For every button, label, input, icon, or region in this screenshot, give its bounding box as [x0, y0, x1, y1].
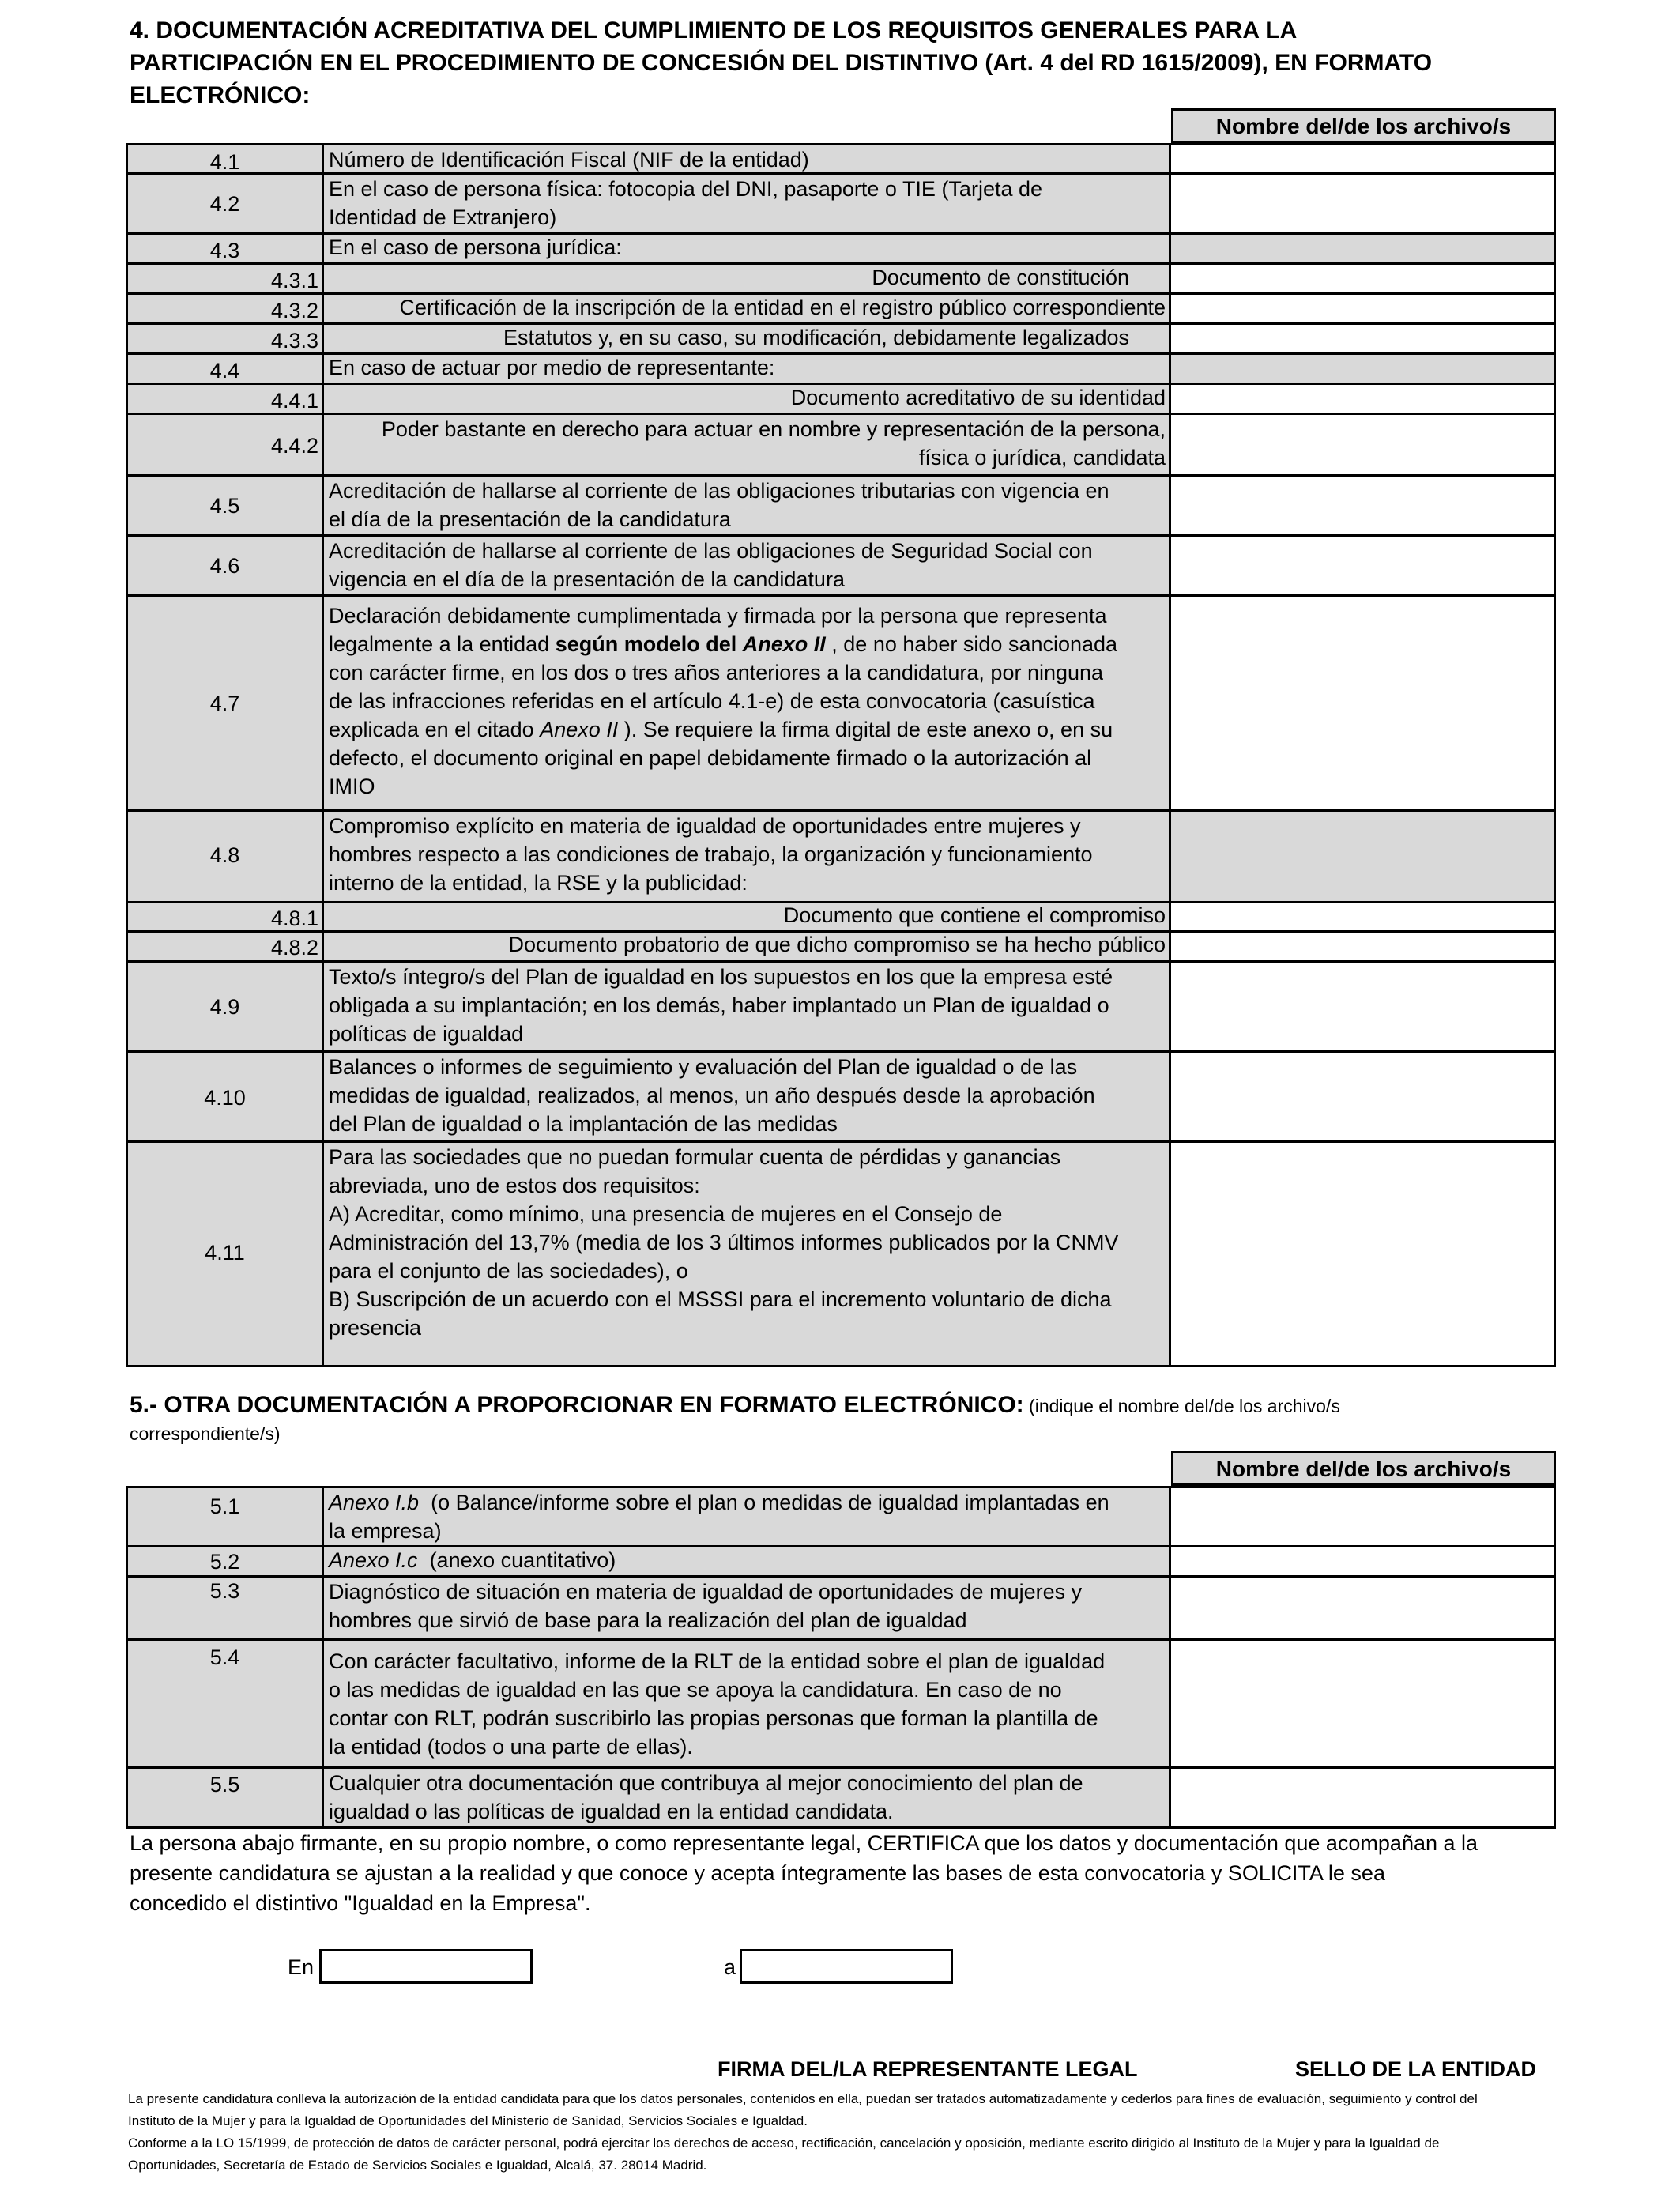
row-number: 4.11 [205, 1241, 245, 1265]
table-row [126, 355, 1556, 385]
row-description: Número de Identificación Fiscal (NIF de la entidad) [329, 148, 809, 172]
file-name-field[interactable] [1171, 143, 1556, 175]
file-name-field[interactable] [1171, 1053, 1556, 1143]
row-description: En el caso de persona jurídica: [329, 236, 622, 259]
file-name-field[interactable] [1171, 385, 1556, 415]
row-number: 4.1 [209, 150, 240, 174]
row-number: 4.4.2 [270, 434, 318, 458]
row-description: Documento de constitución [872, 266, 1129, 289]
place-input[interactable] [319, 1949, 533, 1984]
file-name-field[interactable] [1171, 933, 1556, 963]
section4-title-line3: ELECTRÓNICO: [130, 82, 311, 108]
row-number: 4.7 [209, 692, 240, 715]
file-name-field[interactable] [1171, 597, 1556, 812]
row-number: 4.3.1 [270, 269, 318, 292]
row-description: Diagnóstico de situación en materia de igualdad de oportunidades de mujeres y hombres que sirvió de base para la realización del plan de igualdad [329, 1580, 1083, 1632]
table-row [126, 933, 1556, 963]
table-row [126, 597, 1556, 812]
table-row [126, 325, 1556, 355]
section4-title-line2: PARTICIPACIÓN EN EL PROCEDIMIENTO DE CONCESIÓN DEL DISTINTIVO (Art. 4 del RD 1615/2009), EN FORMATO [130, 50, 1433, 76]
row-description: En el caso de persona física: fotocopia del DNI, pasaporte o TIE (Tarjeta de Identidad de Extranjero) [329, 177, 1043, 229]
file-name-field[interactable] [1171, 903, 1556, 933]
row-description: Documento que contiene el compromiso [783, 903, 1166, 927]
row-description: Balances o informes de seguimiento y evaluación del Plan de igualdad o de las medidas de igualdad, realizados, al menos, un año después desde la aprobación del Plan de igualdad o la implantación de las medidas [329, 1055, 1095, 1136]
table-row [126, 415, 1556, 477]
table-row [126, 1053, 1556, 1143]
table-row [126, 963, 1556, 1053]
table-row [126, 175, 1556, 235]
file-name-field [1171, 235, 1556, 265]
section4-title [130, 14, 1568, 111]
file-name-field[interactable] [1171, 175, 1556, 235]
row-description: Estatutos y, en su caso, su modificación, debidamente legalizados [503, 326, 1129, 349]
table-row [126, 1486, 1556, 1547]
row-description: Documento acreditativo de su identidad [790, 386, 1166, 409]
file-name-field[interactable] [1171, 963, 1556, 1053]
file-name-field[interactable] [1171, 1486, 1556, 1547]
row-number: 5.3 [209, 1579, 240, 1603]
row-number: 5.1 [209, 1495, 240, 1518]
file-name-field[interactable] [1171, 1578, 1556, 1641]
table-row [126, 385, 1556, 415]
file-name-field [1171, 355, 1556, 385]
date-label: a [724, 1955, 736, 1979]
file-name-field[interactable] [1171, 477, 1556, 537]
file-name-field[interactable] [1171, 1143, 1556, 1367]
table-row [126, 537, 1556, 597]
table-row [126, 903, 1556, 933]
row-description: En caso de actuar por medio de representante: [329, 356, 775, 379]
table-row [126, 1769, 1556, 1829]
row-description: Anexo I.c (anexo cuantitativo) [329, 1548, 616, 1572]
table-row [126, 812, 1556, 903]
table-row [126, 265, 1556, 295]
row-number: 4.9 [209, 995, 240, 1019]
table-row [126, 295, 1556, 325]
row-description: Con carácter facultativo, informe de la RLT de la entidad sobre el plan de igualdad o las medidas de igualdad en las que se apoya la candidatura. En caso de no contar con RLT, podrán suscribirlo las propias personas que forman la plantilla de la entidad (todos o una parte de ellas). [329, 1649, 1106, 1759]
row-number: 4.6 [209, 554, 240, 578]
row-description: Declaración debidamente cumplimentada y firmada por la persona que representa legalmente a la entidad según modelo del Anexo II , de no haber sido sancionada con carácter firme, en los dos o tres años anteriores a la candidatura, por ninguna de las infracciones referidas en el artículo 4.1-e) de esta convocatoria (casuística explicada en el citado Anexo II ). Se requiere la firma digital de este anexo o, en su defecto, el documento original en papel debidamente firmado o la autorización al IMIO [329, 604, 1118, 798]
legal-footer: La presente candidatura conlleva la autorización de la entidad candidata para que los datos personales, contenidos en ella, puedan ser tratados automatizadamente y cederlos para fines de evaluación, seguimiento y control del Instituto de la Mujer y para la Igualdad de Oportunidades del Ministerio de Sanidad, Servicios Sociales e Igualdad. Conforme a la LO 15/1999, de protección de datos de carácter personal, podrá ejercitar los derechos de acceso, rectificación, cancelación y oposición, mediante escrito dirigido al Instituto de la Mujer y para la Igualdad de Oportunidades, Secretaría de Estado de Servicios Sociales e Igualdad, Alcalá, 37. 28014 Madrid. [128, 2091, 1478, 2173]
signature-label: FIRMA DEL/LA REPRESENTANTE LEGAL [718, 2057, 1138, 2081]
file-name-field[interactable] [1171, 1769, 1556, 1829]
file-name-field [1171, 812, 1556, 903]
row-number: 4.3.3 [270, 329, 318, 352]
section5-title: 5.- OTRA DOCUMENTACIÓN A PROPORCIONAR EN FORMATO ELECTRÓNICO: (indique el nombre del/de los archivo/s correspondiente/s) [130, 1392, 1340, 1444]
files-header: Nombre del/de los archivo/s [1171, 108, 1556, 143]
row-description: Compromiso explícito en materia de igualdad de oportunidades entre mujeres y hombres respecto a las condiciones de trabajo, la organización y funcionamiento interno de la entidad, la RSE y la publicidad: [329, 814, 1093, 895]
table-row [126, 1578, 1556, 1641]
file-name-field[interactable] [1171, 537, 1556, 597]
date-input[interactable] [740, 1949, 953, 1984]
row-description: Anexo I.b (o Balance/informe sobre el plan o medidas de igualdad implantadas en la empresa) [329, 1491, 1109, 1543]
table-row [126, 477, 1556, 537]
row-description: Acreditación de hallarse al corriente de las obligaciones tributarias con vigencia en el día de la presentación de la candidatura [329, 479, 1109, 531]
row-number: 4.2 [209, 192, 240, 216]
file-name-field[interactable] [1171, 1547, 1556, 1578]
row-description: Poder bastante en derecho para actuar en nombre y representación de la persona, física o jurídica, candidata [381, 417, 1166, 469]
file-name-field[interactable] [1171, 1641, 1556, 1769]
table-row [126, 1143, 1556, 1367]
row-description: Para las sociedades que no puedan formular cuenta de pérdidas y ganancias abreviada, uno de estos dos requisitos: A) Acreditar, como mínimo, una presencia de mujeres en el Consejo de Administración del 13,7% (media de los 3 últimos informes publicados por la CNMV para el conjunto de las sociedades), o B) Suscripción de un acuerdo con el MSSSI para el incremento voluntario de dicha presencia [329, 1145, 1119, 1340]
place-label: En [288, 1955, 315, 1979]
row-description: Certificación de la inscripción de la entidad en el registro público correspondiente [399, 296, 1166, 319]
table-row [126, 235, 1556, 265]
row-number: 4.8 [209, 843, 240, 867]
row-number: 4.10 [204, 1086, 246, 1110]
files-header: Nombre del/de los archivo/s [1171, 1451, 1556, 1486]
row-number: 5.5 [209, 1773, 240, 1796]
table-row [126, 143, 1556, 175]
file-name-field[interactable] [1171, 325, 1556, 355]
row-description: Texto/s íntegro/s del Plan de igualdad en los supuestos en los que la empresa esté obligada a su implantación; en los demás, haber implantado un Plan de igualdad o políticas de igualdad [329, 965, 1113, 1046]
row-number: 4.4 [209, 359, 240, 383]
row-number: 5.4 [209, 1646, 240, 1669]
row-number: 4.5 [209, 494, 240, 518]
row-number: 4.8.2 [270, 936, 318, 959]
row-number: 4.4.1 [270, 389, 318, 413]
table-row [126, 1641, 1556, 1769]
row-number: 4.3 [209, 239, 240, 262]
certification-text: La persona abajo firmante, en su propio nombre, o como representante legal, CERTIFICA que los datos y documentación que acompañan a la presente candidatura se ajustan a la realidad y que conoce y acepta íntegramente las bases de esta convocatoria y SOLICITA le sea concedido el distintivo "Igualdad en la Empresa". [130, 1831, 1478, 1915]
file-name-field[interactable] [1171, 415, 1556, 477]
seal-label: SELLO DE LA ENTIDAD [1295, 2057, 1537, 2081]
file-name-field[interactable] [1171, 295, 1556, 325]
section4-title-line1: 4. DOCUMENTACIÓN ACREDITATIVA DEL CUMPLIMIENTO DE LOS REQUISITOS GENERALES PARA LA [130, 17, 1298, 43]
table-row [126, 1547, 1556, 1578]
row-description: Cualquier otra documentación que contribuya al mejor conocimiento del plan de igualdad o las políticas de igualdad en la entidad candidata. [329, 1771, 1083, 1823]
row-number: 5.2 [209, 1550, 240, 1574]
row-number: 4.8.1 [270, 907, 318, 930]
file-name-field[interactable] [1171, 265, 1556, 295]
row-number: 4.3.2 [270, 299, 318, 322]
row-description: Acreditación de hallarse al corriente de las obligaciones de Seguridad Social con vigencia en el día de la presentación de la candidatura [329, 539, 1093, 591]
row-description: Documento probatorio de que dicho compromiso se ha hecho público [508, 933, 1166, 956]
